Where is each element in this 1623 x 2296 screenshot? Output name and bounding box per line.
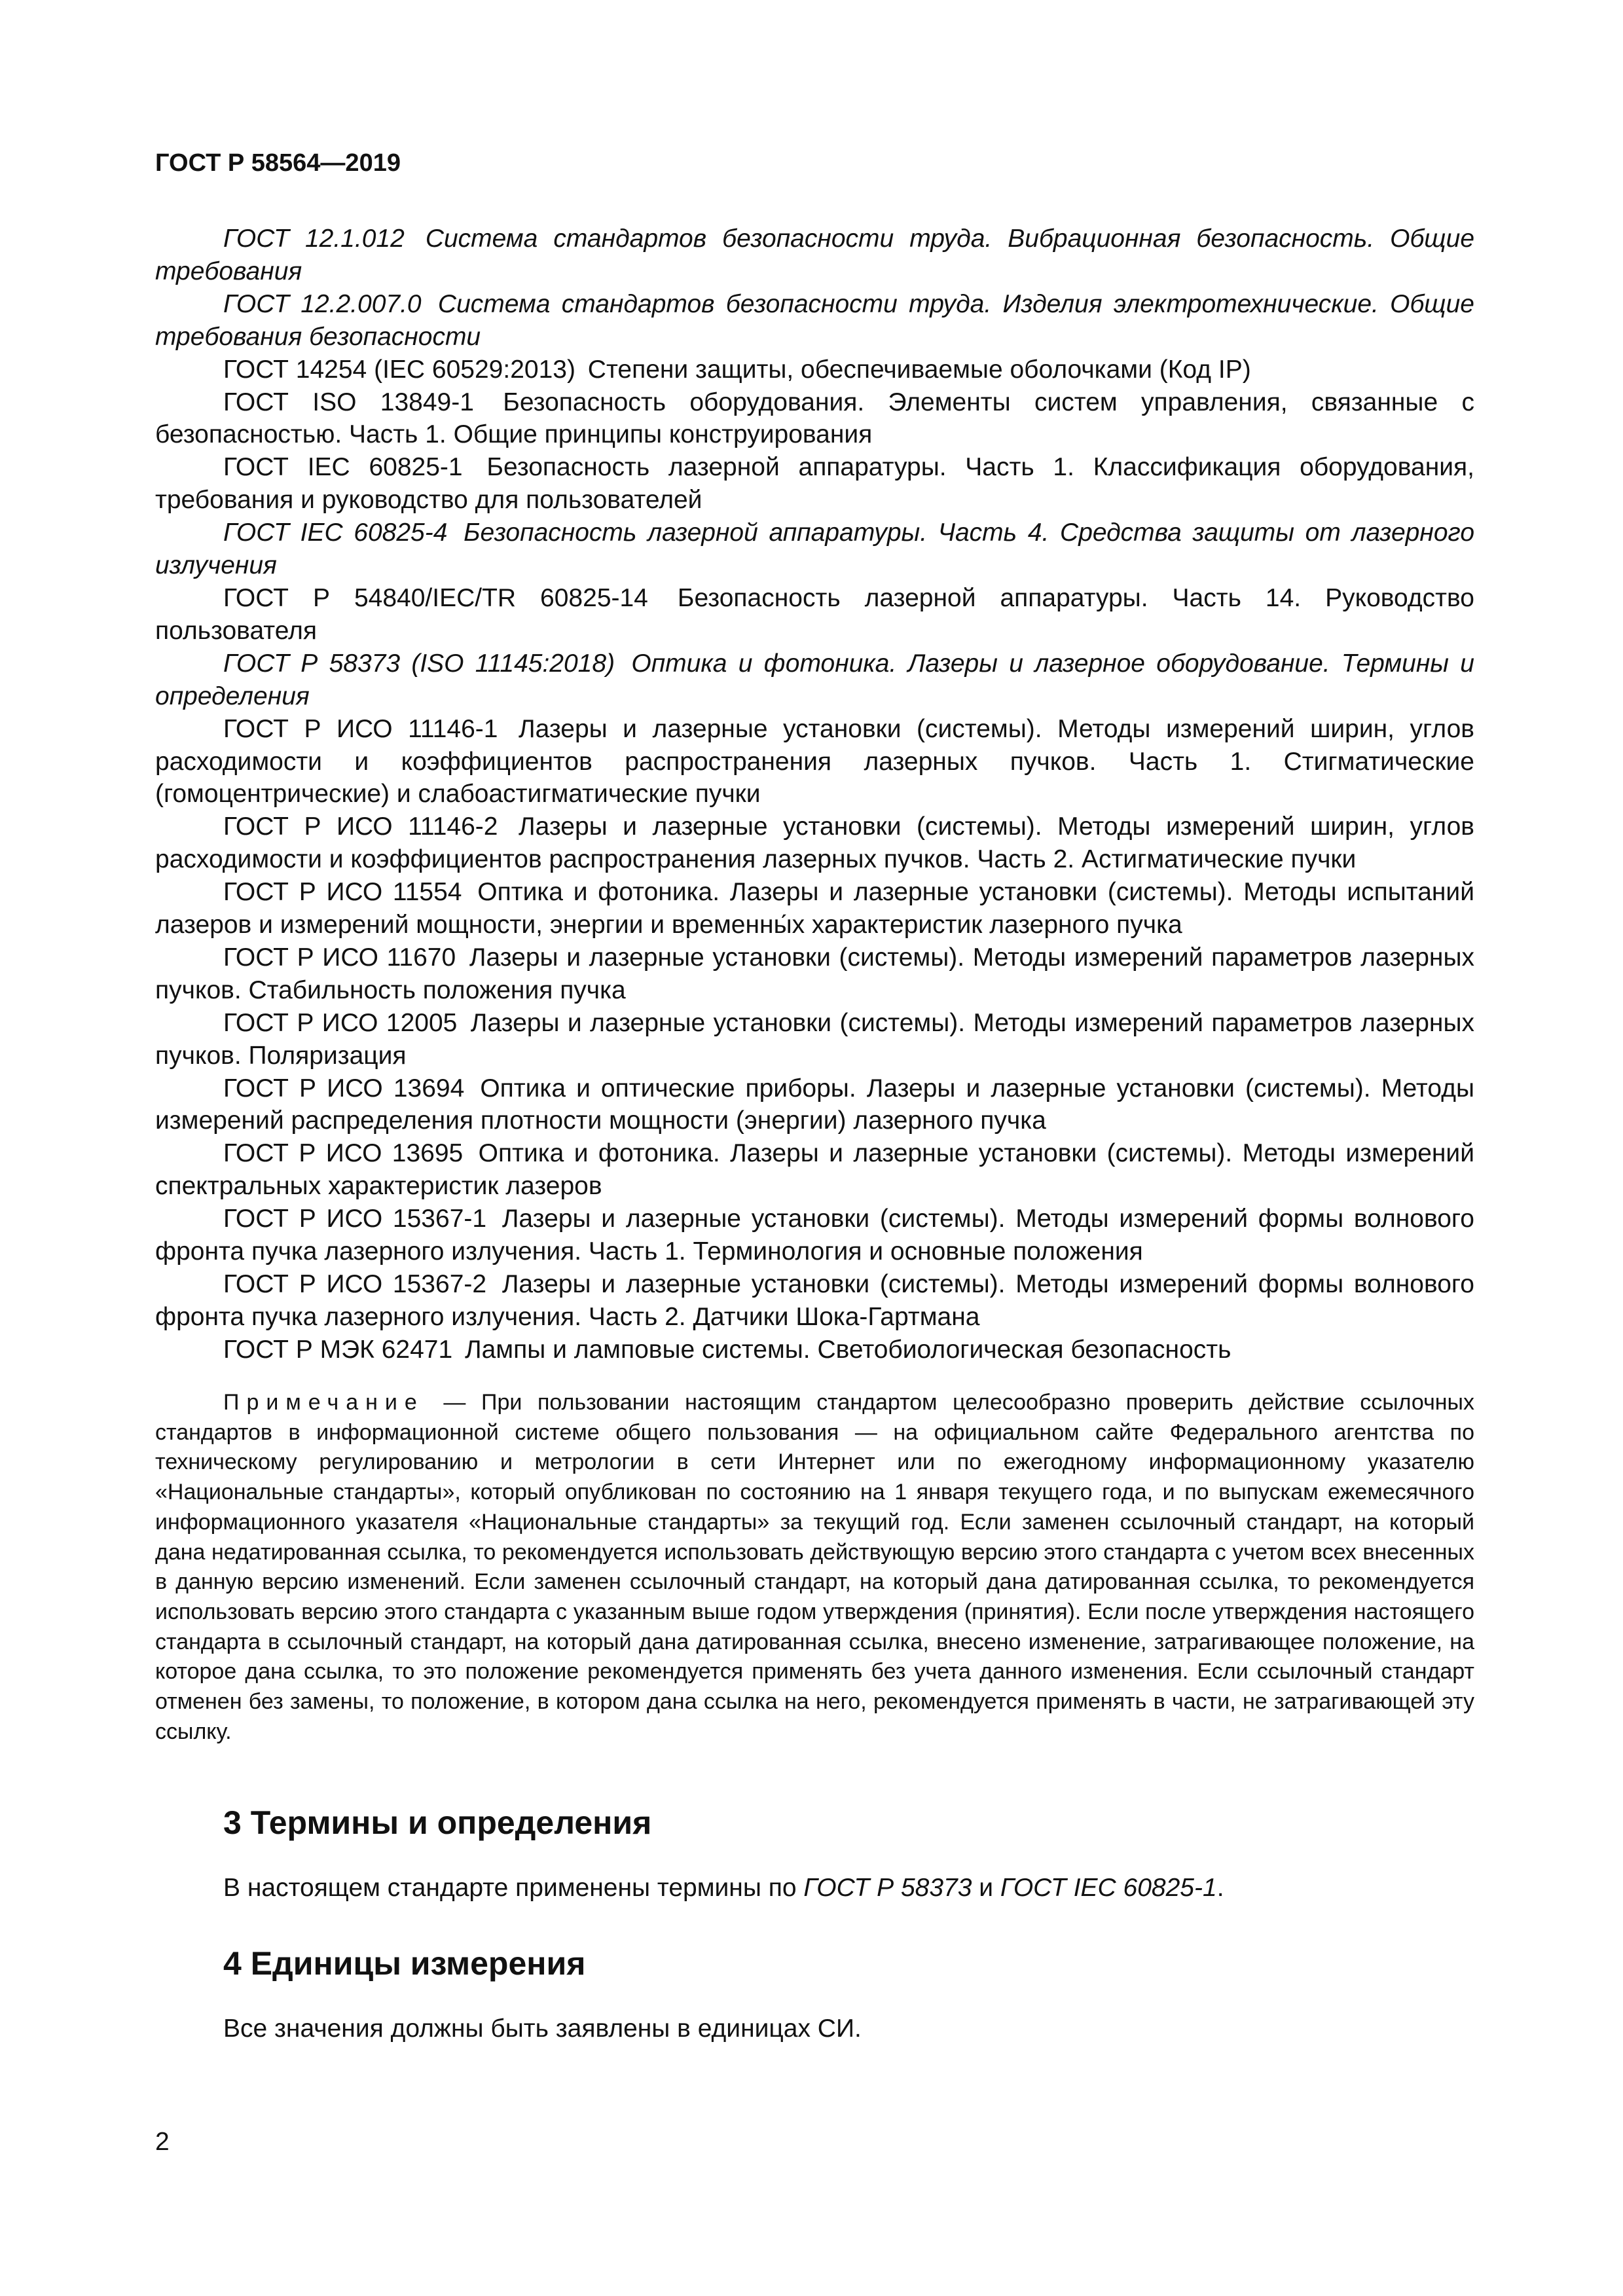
reference-item [155, 582, 1474, 647]
page-number: 2 [155, 2128, 170, 2156]
reference-item [155, 517, 1474, 582]
section-4-heading: 4 Единицы измерения [223, 1945, 586, 1982]
document-header: ГОСТ Р 58564—2019 [155, 149, 401, 177]
reference-title: Безопасность лазерной аппаратуры. Часть 14. Руководство пользователя [155, 583, 1474, 645]
reference-title: Оптика и фотоника. Лазеры и лазерные установки (системы). Методы испытаний лазеров и измерений мощности, энергии и временны́х характеристик лазерного пучка [155, 878, 1474, 939]
reference-code: ГОСТ Р ИСО 12005 [223, 1008, 458, 1037]
reference-code: ГОСТ 12.1.012 [223, 225, 405, 253]
section-3-paragraph [223, 1874, 1224, 1903]
note-label: Примечание [223, 1390, 424, 1415]
note-paragraph [155, 1388, 1474, 1747]
reference-code: ГОСТ Р ИСО 13694 [223, 1074, 465, 1102]
reference-item [155, 386, 1474, 452]
reference-title: Лазеры и лазерные установки (системы). Методы измерений параметров лазерных пучков. Поляризация [155, 1008, 1474, 1070]
reference-item [155, 223, 1474, 288]
section-3-text: и [972, 1874, 1000, 1902]
reference-title: Безопасность оборудования. Элементы систем управления, связанные с безопасностью. Часть 1. Общие принципы конструирования [155, 388, 1474, 449]
section-3-text: . [1216, 1874, 1224, 1902]
reference-item [155, 354, 1474, 386]
reference-title: Лазеры и лазерные установки (системы). Методы измерений параметров лазерных пучков. Стабильность положения пучка [155, 943, 1475, 1004]
reference-title: Лампы и ламповые системы. Светобиологическая безопасность [465, 1335, 1231, 1364]
section-3-heading: 3 Термины и определения [223, 1804, 652, 1841]
section-3-reference: ГОСТ Р 58373 [803, 1874, 972, 1902]
reference-title: Оптика и оптические приборы. Лазеры и лазерные установки (системы). Методы измерений распределения плотности мощности (энергии) лазерного пучка [155, 1074, 1474, 1135]
reference-code: ГОСТ Р ИСО 11670 [223, 943, 456, 972]
reference-code: ГОСТ Р ИСО 11146-1 [223, 714, 498, 743]
reference-item [155, 1334, 1474, 1366]
reference-title: Оптика и фотоника. Лазеры и лазерное оборудование. Термины и определения [155, 649, 1474, 710]
reference-item [155, 1072, 1474, 1138]
reference-item [155, 647, 1474, 713]
reference-item [155, 288, 1474, 354]
reference-item [155, 1007, 1474, 1072]
reference-title: Лазеры и лазерные установки (системы). Методы измерений ширин, углов расходимости и коэффициентов распространения лазерных пучков. Часть 2. Астигматические пучки [155, 812, 1474, 874]
reference-title: Безопасность лазерной аппаратуры. Часть 4. Средства защиты от лазерного излучения [155, 519, 1475, 580]
reference-item [155, 941, 1474, 1007]
reference-item [155, 1203, 1474, 1268]
section-4-paragraph: Все значения должны быть заявлены в единицах СИ. [223, 2014, 862, 2043]
reference-code: ГОСТ Р ИСО 11146-2 [223, 812, 498, 841]
reference-title: Система стандартов безопасности труда. Изделия электротехнические. Общие требования безопасности [155, 289, 1474, 351]
reference-title: Степени защиты, обеспечиваемые оболочками (Код IP) [587, 355, 1251, 384]
reference-title: Система стандартов безопасности труда. Вибрационная безопасность. Общие требования [155, 225, 1475, 285]
reference-code: ГОСТ ISO 13849-1 [223, 388, 474, 416]
reference-code: ГОСТ IEC 60825-4 [223, 519, 448, 547]
reference-code: ГОСТ Р ИСО 13695 [223, 1139, 464, 1168]
reference-code: ГОСТ Р ИСО 15367-1 [223, 1205, 487, 1233]
reference-item [155, 876, 1474, 941]
reference-code: ГОСТ Р 58373 (ISO 11145:2018) [223, 649, 615, 678]
reference-title: Оптика и фотоника. Лазеры и лазерные установки (системы). Методы измерений спектральных характеристик лазеров [155, 1139, 1474, 1201]
reference-title: Лазеры и лазерные установки (системы). Методы измерений формы волнового фронта пучка лазерного излучения. Часть 1. Терминология и основные положения [155, 1205, 1474, 1266]
section-3-text: В настоящем стандарте применены термины по [223, 1874, 804, 1902]
reference-code: ГОСТ IEC 60825-1 [223, 453, 463, 482]
reference-code: ГОСТ 14254 (IEC 60529:2013) [223, 355, 575, 384]
reference-code: ГОСТ Р ИСО 11554 [223, 878, 462, 907]
reference-code: ГОСТ 12.2.007.0 [223, 289, 422, 318]
reference-item [155, 713, 1474, 811]
reference-code: ГОСТ Р МЭК 62471 [223, 1335, 453, 1364]
reference-code: ГОСТ Р 54840/IEC/TR 60825-14 [223, 583, 648, 612]
section-3-reference: ГОСТ IEC 60825-1 [1000, 1874, 1217, 1902]
reference-title: Лазеры и лазерные установки (системы). Методы измерений формы волнового фронта пучка лазерного излучения. Часть 2. Датчики Шока-Гартмана [155, 1270, 1474, 1331]
reference-title: Безопасность лазерной аппаратуры. Часть 1. Классификация оборудования, требования и руководство для пользователей [155, 453, 1474, 515]
note-text: — При пользовании настоящим стандартом целесообразно проверить действие ссылочных стандартов в информационной системе общего пользования — на официальном сайте Федерального агентства по техническому регулированию и метрологии в сети Интернет или по ежегодному информационному указателю «Национальные стандарты», который опубликован по состоянию на 1 января текущего года, и по выпускам ежемесячного информационного указателя «Национальные стандарты» за текущий год. Если заменен ссылочный стандарт, на который дана недатированная ссылка, то рекомендуется использовать действующую версию этого стандарта с учетом всех внесенных в данную версию изменений. Если заменен ссылочный стандарт, на который дана датированная ссылка, то рекомендуется использовать версию этого стандарта с указанным выше годом утверждения (принятия). Если после утверждения настоящего стандарта в ссылочный стандарт, на который дана датированная ссылка, внесено изменение, затрагивающее положение, на которое дана ссылка, то это положение рекомендуется применять без учета данного изменения. Если ссылочный стандарт отменен без замены, то положение, в котором дана ссылка на него, рекомендуется применять в части, не затрагивающей эту ссылку. [155, 1390, 1474, 1744]
reference-item [155, 1137, 1474, 1203]
reference-item [155, 451, 1474, 517]
reference-item [155, 1268, 1474, 1334]
reference-code: ГОСТ Р ИСО 15367-2 [223, 1270, 487, 1298]
reference-title: Лазеры и лазерные установки (системы). Методы измерений ширин, углов расходимости и коэффициентов распространения лазерных пучков. Часть 1. Стигматические (гомоцентрические) и слабоастигматические пучки [155, 714, 1474, 809]
reference-item [155, 811, 1474, 876]
normative-references-list [155, 223, 1474, 1366]
